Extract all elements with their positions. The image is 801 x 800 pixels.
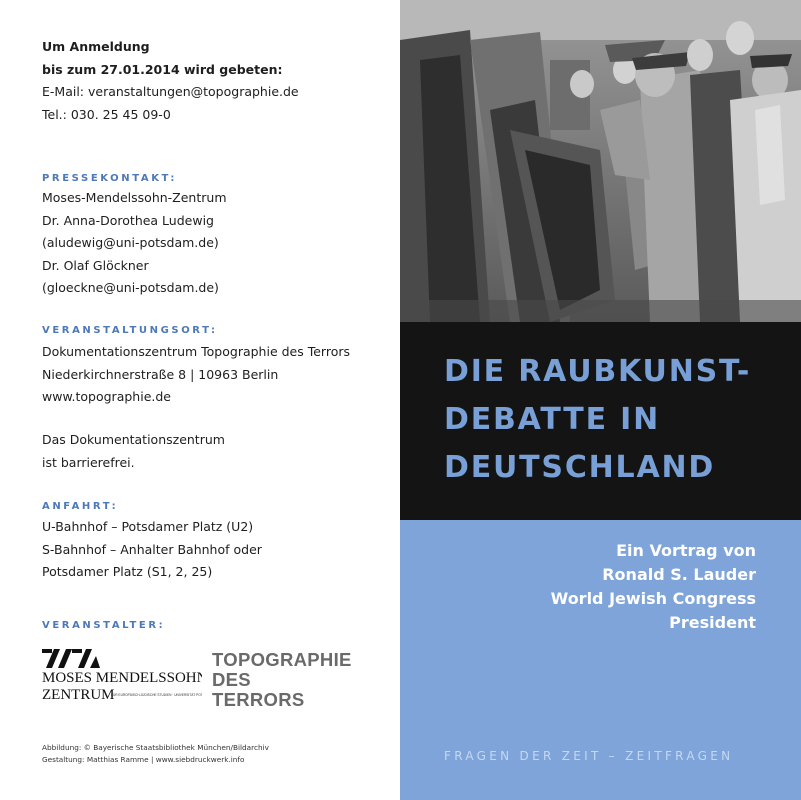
registration-phone: Tel.: 030. 25 45 09-0 xyxy=(42,106,171,122)
press-line: (gloeckne@uni-potsdam.de) xyxy=(42,280,219,295)
image-credit: Abbildung: © Bayerische Staatsbibliothek München/Bildarchiv xyxy=(42,743,269,752)
press-line: Dr. Olaf Glöckner xyxy=(42,257,149,273)
press-line: Moses-Mendelssohn-Zentrum xyxy=(42,190,227,205)
speaker-line: Ein Vortrag von xyxy=(616,541,756,560)
venue-heading: VERANSTALTUNGSORT: xyxy=(42,325,218,336)
topo-line: DES xyxy=(212,669,251,690)
mmz-subline: FÜR EUROPÄISCH-JÜDISCHE STUDIEN · UNIVERSITÄT POTSDAM xyxy=(111,693,202,697)
press-line: Dr. Anna-Dorothea Ludewig xyxy=(42,212,214,228)
press-line: (aludewig@uni-potsdam.de) xyxy=(42,235,219,250)
event-title xyxy=(444,348,751,492)
press-block xyxy=(42,187,227,300)
moses-mendelssohn-logo xyxy=(42,646,202,708)
topo-line: TERRORS xyxy=(212,689,305,710)
accessibility-line: Das Dokumentationszentrum xyxy=(42,432,225,447)
cover-page xyxy=(400,0,801,800)
press-heading: PRESSEKONTAKT: xyxy=(42,173,178,184)
venue-line: Niederkirchnerstraße 8 | 10963 Berlin xyxy=(42,366,279,382)
speaker-line: Ronald S. Lauder xyxy=(602,565,756,584)
mmz-line-2: ZENTRUM xyxy=(42,687,115,703)
registration-line-2: bis zum 27.01.2014 wird gebeten: xyxy=(42,61,283,77)
speaker-line: President xyxy=(669,613,756,632)
organizer-heading: VERANSTALTER: xyxy=(42,620,166,631)
series-title: FRAGEN DER ZEIT – ZEITFRAGEN xyxy=(444,749,734,763)
directions-block xyxy=(42,516,262,584)
registration-line-1: Um Anmeldung xyxy=(42,39,150,54)
left-page xyxy=(0,0,400,800)
historical-photo xyxy=(400,0,801,322)
directions-heading: ANFAHRT: xyxy=(42,501,119,512)
speaker-line: World Jewish Congress xyxy=(550,589,756,608)
directions-line: Potsdamer Platz (S1, 2, 25) xyxy=(42,564,213,579)
registration-email: E-Mail: veranstaltungen@topographie.de xyxy=(42,84,299,99)
topographie-logo xyxy=(212,650,352,710)
title-line: DEUTSCHLAND xyxy=(444,450,716,485)
topo-line: TOPOGRAPHIE xyxy=(212,649,352,670)
credits xyxy=(42,742,269,766)
mmz-line-1: MOSES MENDELSSOHN xyxy=(42,670,202,686)
accessibility-line: ist barrierefrei. xyxy=(42,454,135,470)
venue-line: Dokumentationszentrum Topographie des Terrors xyxy=(42,344,351,359)
directions-line: U-Bahnhof – Potsdamer Platz (U2) xyxy=(42,519,254,534)
speaker-block xyxy=(551,539,756,635)
directions-line: S-Bahnhof – Anhalter Bahnhof oder xyxy=(42,541,262,557)
design-credit: Gestaltung: Matthias Ramme | www.siebdruckwerk.info xyxy=(42,755,245,764)
venue-line: www.topographie.de xyxy=(42,389,171,404)
registration-block xyxy=(42,36,299,126)
title-line: DEBATTE IN xyxy=(444,402,660,437)
title-line: DIE RAUBKUNST- xyxy=(444,354,752,389)
accessibility-block xyxy=(42,429,225,474)
venue-block xyxy=(42,341,350,409)
